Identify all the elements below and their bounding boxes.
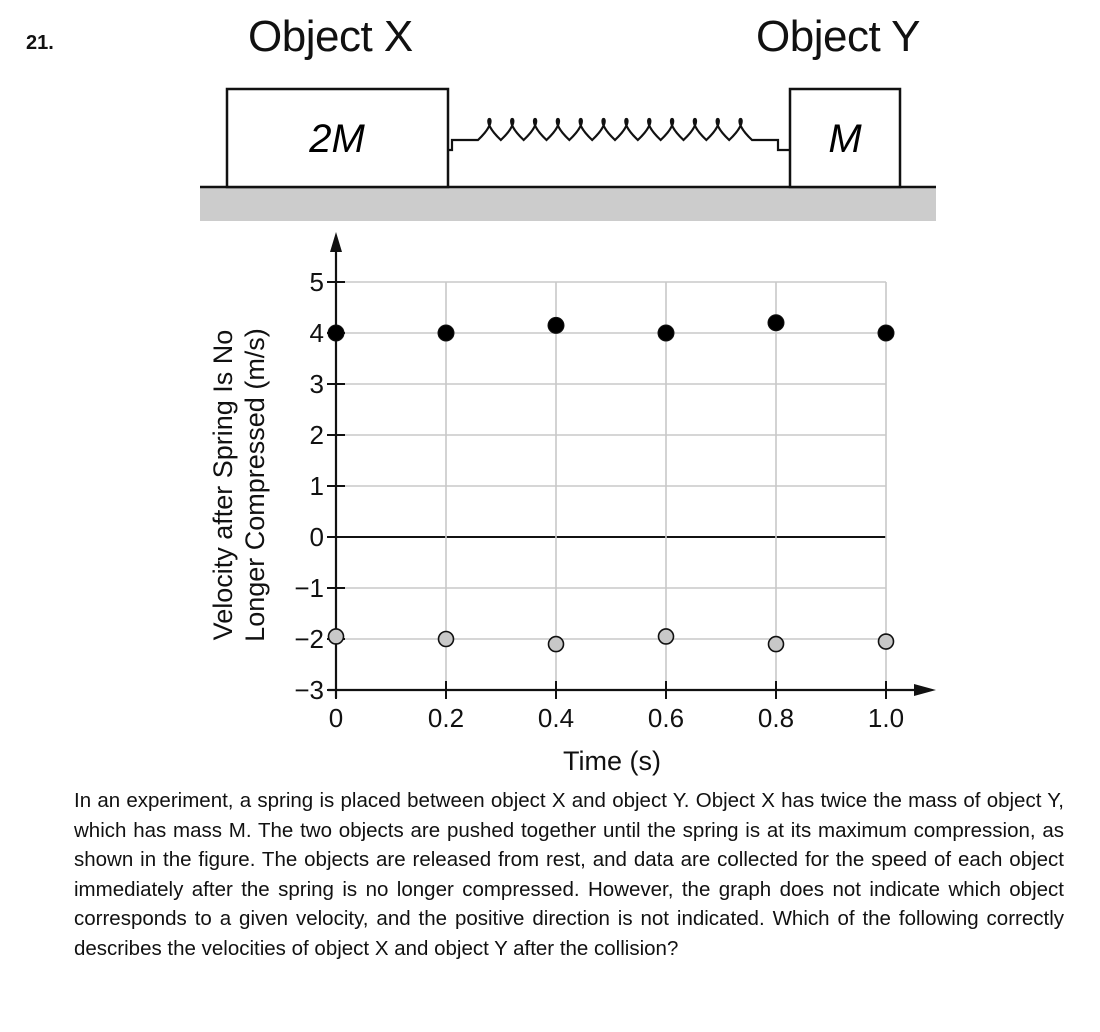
y-tick-label: 5 <box>309 267 324 297</box>
data-point-gray <box>879 634 894 649</box>
chart-axes <box>328 232 936 698</box>
question-text <box>74 786 1064 964</box>
question-sentence-2: Object X has twice the mass of object Y, which has mass M. <box>74 789 1064 842</box>
data-points <box>328 315 894 652</box>
chart-grid <box>336 282 886 690</box>
y-tick-label: 0 <box>309 522 324 552</box>
x-tick-label: 0.4 <box>537 703 575 733</box>
floor-surface <box>200 188 936 221</box>
y-tick-label: 4 <box>309 318 324 348</box>
x-tick-label: 1.0 <box>867 703 905 733</box>
data-point-solid <box>658 325 674 341</box>
velocity-chart <box>208 232 936 776</box>
y-tick-label: −1 <box>294 573 324 603</box>
data-point-solid <box>438 325 454 341</box>
y-axis-title-line1: Velocity after Spring Is No <box>208 329 238 641</box>
mass-y-label: M <box>828 117 862 161</box>
question-sentence-5: However, the graph does not indicate which object corresponds to a given velocity, and the positive direction is not indicated. <box>74 877 1064 931</box>
y-tick-label: −2 <box>294 624 324 654</box>
data-point-gray <box>329 629 344 644</box>
question-sentence-3: The two objects are pushed together until the spring is at its maximum compression, as shown in the figure. <box>74 818 1065 872</box>
data-point-gray <box>659 629 674 644</box>
mass-x-label: 2M <box>309 117 365 161</box>
x-axis-title: Time (s) <box>563 746 661 776</box>
data-point-gray <box>439 632 454 647</box>
object-x-label: Object X <box>248 12 413 61</box>
question-sentence-4: The objects are released from rest, and data are collected for the speed of each object immediately after the spring is no longer compressed. <box>74 848 1064 901</box>
data-point-solid <box>768 315 784 331</box>
x-tick-label: 0 <box>328 703 344 733</box>
y-tick-label: −3 <box>294 675 324 705</box>
y-tick-label: 2 <box>309 420 324 450</box>
question-number: 21. <box>26 32 54 54</box>
question-sentence-1: In an experiment, a spring is placed between object X and object Y. <box>74 789 690 812</box>
spring <box>448 119 790 150</box>
data-point-solid <box>878 325 894 341</box>
x-tick-label: 0.8 <box>757 703 795 733</box>
apparatus <box>200 89 936 221</box>
y-axis-title-line2: Longer Compressed (m/s) <box>240 328 270 642</box>
x-axis-arrow <box>914 684 936 696</box>
data-point-gray <box>549 637 564 652</box>
data-point-solid <box>548 317 564 333</box>
x-tick-labels <box>329 681 904 733</box>
data-point-solid <box>328 325 344 341</box>
y-tick-label: 1 <box>309 471 324 501</box>
x-tick-label: 0.2 <box>427 703 465 733</box>
question-sentence-6: Which of the following correctly describes the velocities of object X and object Y after the collision? <box>74 907 1065 960</box>
y-axis-arrow <box>330 232 342 252</box>
y-tick-label: 3 <box>309 369 324 399</box>
data-point-gray <box>769 637 784 652</box>
x-tick-label: 0.6 <box>647 703 685 733</box>
object-y-label: Object Y <box>756 12 920 61</box>
